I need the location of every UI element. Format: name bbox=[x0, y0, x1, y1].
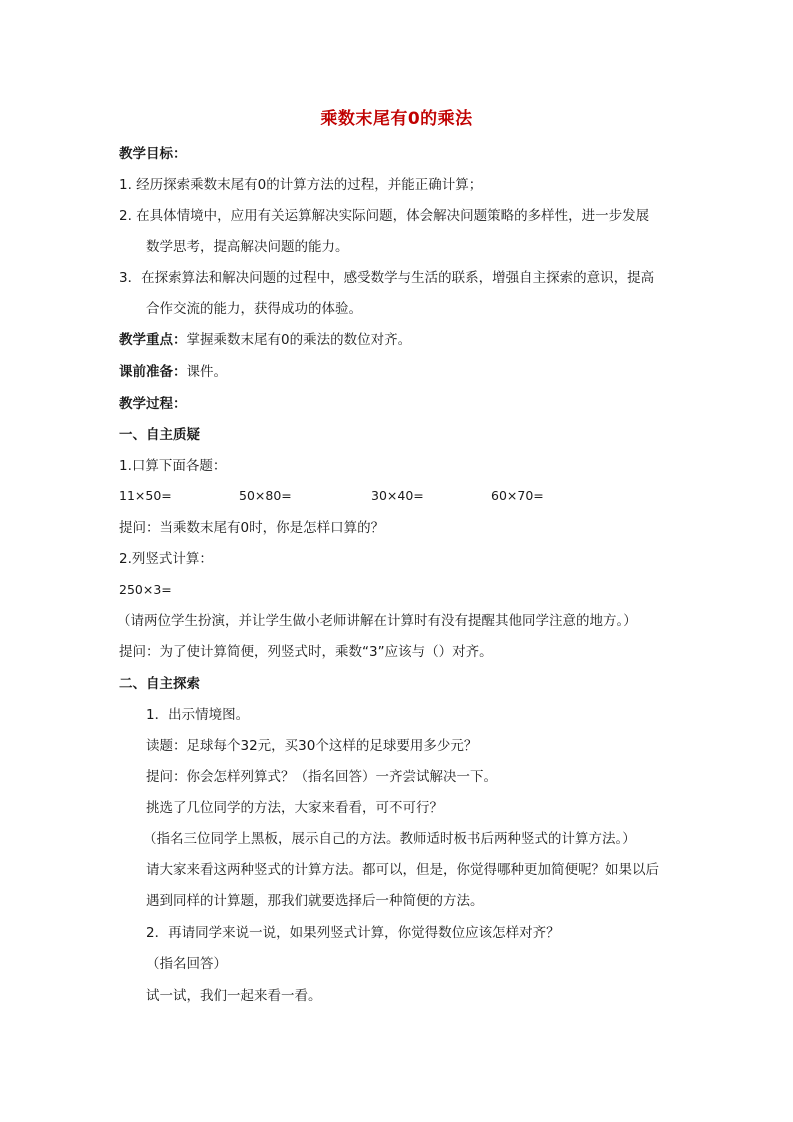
section1-heading: 一、自主质疑 bbox=[119, 427, 200, 443]
calc-1: 11×50= bbox=[119, 488, 172, 503]
objective-3: 3．在探索算法和解决问题的过程中，感受数学与生活的联系，增强自主探索的意识，提高 bbox=[119, 270, 655, 286]
section2-line: （指名回答） bbox=[146, 956, 227, 972]
section2-line: （指名三位同学上黑板，展示自己的方法。教师适时板书后两种竖式的计算方法。） bbox=[143, 831, 636, 847]
preparation bbox=[119, 362, 227, 382]
section2-line: 请大家来看这两种竖式的计算方法。都可以，但是，你觉得哪种更加简便呢？如果以后 bbox=[146, 862, 659, 878]
calc-2: 50×80= bbox=[239, 488, 292, 503]
section1-item2: 2.列竖式计算： bbox=[119, 551, 213, 567]
section2-line: 读题：足球每个32元，买30个这样的足球要用多少元？ bbox=[146, 738, 478, 754]
objective-2: 2. 在具体情境中，应用有关运算解决实际问题，体会解决问题策略的多样性，进一步发展 bbox=[119, 208, 650, 224]
section2-line: 2．再请同学来说一说，如果列竖式计算，你觉得数位应该怎样对齐？ bbox=[146, 925, 560, 941]
preparation-text: 课件。 bbox=[186, 364, 227, 380]
objective-3-cont: 合作交流的能力，获得成功的体验。 bbox=[146, 301, 362, 317]
calc-4: 60×70= bbox=[491, 488, 544, 503]
objective-1: 1. 经历探索乘数末尾有0的计算方法的过程，并能正确计算； bbox=[119, 177, 483, 193]
calc-3: 30×40= bbox=[371, 488, 424, 503]
section1-question1: 提问：当乘数末尾有0时，你是怎样口算的？ bbox=[119, 520, 385, 536]
key-point-label: 教学重点： bbox=[119, 332, 187, 348]
section1-item1: 1.口算下面各题： bbox=[119, 458, 227, 474]
expression: 250×3= bbox=[119, 582, 172, 597]
section2-line: 试一试，我们一起来看一看。 bbox=[146, 988, 322, 1004]
section2-line: 提问：你会怎样列算式？（指名回答）一齐尝试解决一下。 bbox=[146, 769, 497, 785]
key-point bbox=[119, 330, 411, 350]
process-heading: 教学过程： bbox=[119, 396, 187, 412]
key-point-text: 掌握乘数末尾有0的乘法的数位对齐。 bbox=[186, 332, 412, 348]
preparation-label: 课前准备： bbox=[119, 364, 187, 380]
section2-line: 挑选了几位同学的方法，大家来看看，可不可行？ bbox=[146, 800, 443, 816]
page-title: 乘数末尾有0的乘法 bbox=[320, 109, 473, 129]
section1-question2: 提问：为了使计算简便，列竖式时，乘数“3”应该与（）对齐。 bbox=[119, 644, 493, 660]
section2-line: 1．出示情境图。 bbox=[146, 707, 250, 723]
section2-heading: 二、自主探索 bbox=[119, 676, 200, 692]
section2-line: 遇到同样的计算题，那我们就要选择后一种简便的方法。 bbox=[146, 893, 484, 909]
objective-2-cont: 数学思考，提高解决问题的能力。 bbox=[146, 239, 349, 255]
section1-note: （请两位学生扮演，并让学生做小老师讲解在计算时有没有提醒其他同学注意的地方。） bbox=[117, 613, 637, 629]
objectives-heading: 教学目标： bbox=[119, 146, 187, 162]
